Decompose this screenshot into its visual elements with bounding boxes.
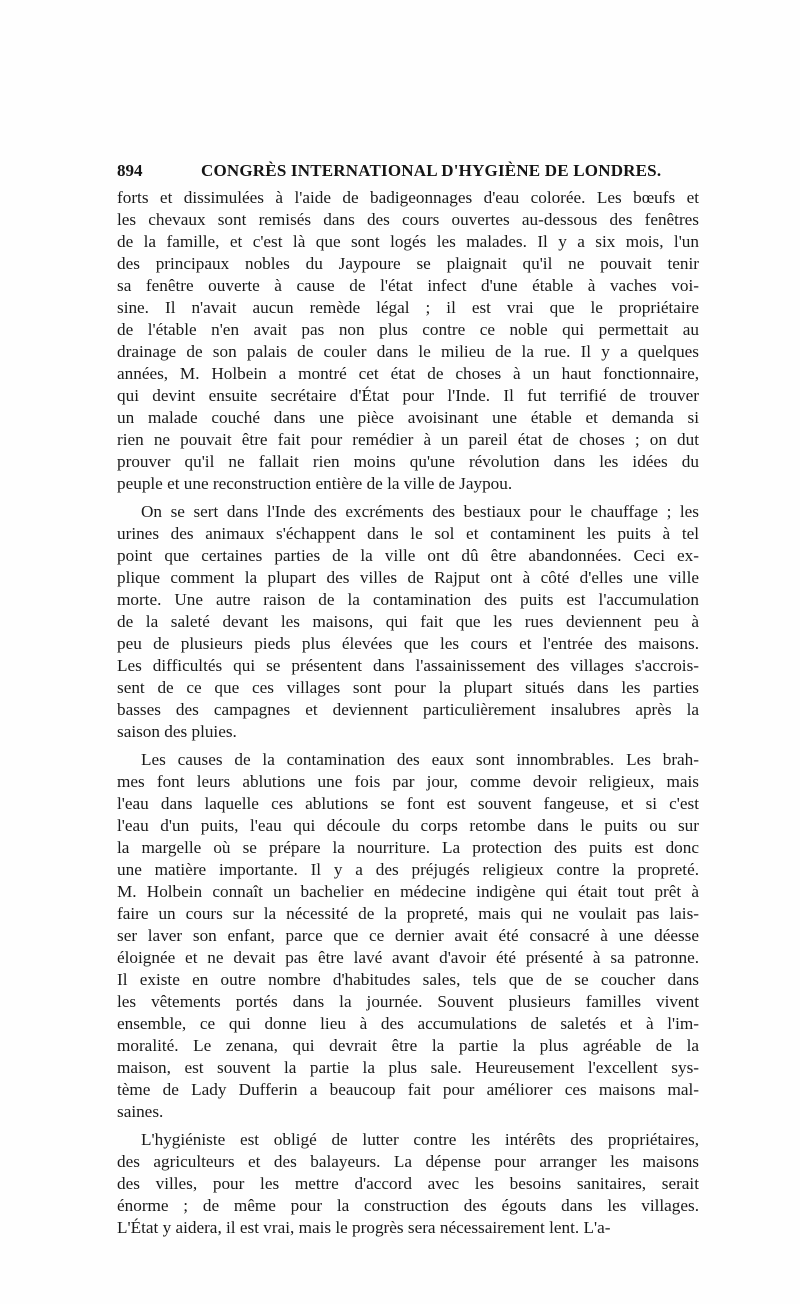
text-line: sine. Il n'avait aucun remède légal ; il est vrai que le propriétaire (117, 298, 699, 317)
text-line: maison, est souvent la partie la plus sale. Heureusement l'excellent sys- (117, 1058, 699, 1077)
text-line: l'eau d'un puits, l'eau qui découle du corps retombe dans le puits ou sur (117, 816, 699, 835)
text-line: Les difficultés qui se présentent dans l'assainissement des villages s'accrois- (117, 656, 699, 675)
text-line: faire un cours sur la nécessité de la propreté, mais qui ne voulait pas lais- (117, 904, 699, 923)
paragraph (117, 501, 699, 743)
text-line: morte. Une autre raison de la contamination des puits est l'accumulation (117, 590, 699, 609)
text-line: énorme ; de même pour la construction des égouts dans les villages. (117, 1196, 699, 1215)
text-line: ensemble, ce qui donne lieu à des accumulations de saletés et à l'im- (117, 1014, 699, 1033)
text-line: une matière importante. Il y a des préjugés religieux contre la propreté. (117, 860, 699, 879)
text-line: drainage de son palais de couler dans le milieu de la rue. Il y a quelques (117, 342, 699, 361)
text-line: qui devint ensuite secrétaire d'État pour l'Inde. Il fut terrifié de trouver (117, 386, 699, 405)
text-line: On se sert dans l'Inde des excréments des bestiaux pour le chauffage ; les (141, 502, 699, 521)
text-line: forts et dissimulées à l'aide de badigeonnages d'eau colorée. Les bœufs et (117, 188, 699, 207)
paragraph (117, 1129, 699, 1239)
text-line: sent de ce que ces villages sont pour la plupart situés dans les parties (117, 678, 699, 697)
text-line: rien ne pouvait être fait pour remédier à un pareil état de choses ; on dut (117, 430, 699, 449)
text-line: tème de Lady Dufferin a beaucoup fait pour améliorer ces maisons mal- (117, 1080, 699, 1099)
text-line: Les causes de la contamination des eaux sont innombrables. Les brah- (141, 750, 699, 769)
paragraph (117, 187, 699, 495)
text-line: L'hygiéniste est obligé de lutter contre les intérêts des propriétaires, (141, 1130, 699, 1149)
text-line: sa fenêtre ouverte à cause de l'état infect d'une étable à vaches voi- (117, 276, 699, 295)
text-line: moralité. Le zenana, qui devrait être la partie la plus agréable de la (117, 1036, 699, 1055)
running-header (117, 161, 699, 185)
text-line: Il existe en outre nombre d'habitudes sales, tels que de se coucher dans (117, 970, 699, 989)
text-line: prouver qu'il ne fallait rien moins qu'une révolution dans les idées du (117, 452, 699, 471)
text-line: l'eau dans laquelle ces ablutions se font est souvent fangeuse, et si c'est (117, 794, 699, 813)
text-line: la margelle où se prépare la nourriture. La protection des puits est donc (117, 838, 699, 857)
text-line: éloignée et ne devait pas être lavé avant d'avoir été présenté à sa patronne. (117, 948, 699, 967)
text-line: saines. (117, 1102, 164, 1121)
text-line: des agriculteurs et des balayeurs. La dépense pour arranger les maisons (117, 1152, 699, 1171)
text-line: plique comment la plupart des villes de Rajput ont à côté d'elles une ville (117, 568, 699, 587)
page-number: 894 (117, 161, 143, 180)
text-line: de la saleté devant les maisons, qui fait que les rues deviennent peu à (117, 612, 699, 631)
running-title: CONGRÈS INTERNATIONAL D'HYGIÈNE DE LONDRES. (201, 161, 662, 180)
text-line: des principaux nobles du Jaypoure se plaignait qu'il ne pouvait tenir (117, 254, 699, 273)
paragraph (117, 749, 699, 1123)
text-line: M. Holbein connaît un bachelier en médecine indigène qui était tout prêt à (117, 882, 699, 901)
text-line: saison des pluies. (117, 722, 237, 741)
text-line: L'État y aidera, il est vrai, mais le progrès sera nécessairement lent. L'a- (117, 1218, 611, 1237)
text-line: peu de plusieurs pieds plus élevées que les cours et l'entrée des maisons. (117, 634, 699, 653)
text-line: années, M. Holbein a montré cet état de choses à un haut fonctionnaire, (117, 364, 699, 383)
text-line: les vêtements portés dans la journée. Souvent plusieurs familles vivent (117, 992, 699, 1011)
text-line: de l'étable n'en avait pas non plus contre ce noble qui permettait au (117, 320, 699, 339)
text-line: les chevaux sont remisés dans des cours ouvertes au-dessous des fenêtres (117, 210, 699, 229)
text-line: peuple et une reconstruction entière de la ville de Jaypou. (117, 474, 513, 493)
text-line: urines des animaux s'échappent dans le sol et contaminent les puits à tel (117, 524, 699, 543)
page-body (117, 187, 699, 1245)
text-line: basses des campagnes et deviennent particulièrement insalubres après la (117, 700, 699, 719)
text-line: un malade couché dans une pièce avoisinant une étable et demanda si (117, 408, 699, 427)
text-line: des villes, pour les mettre d'accord avec les besoins sanitaires, serait (117, 1174, 699, 1193)
text-line: mes font leurs ablutions une fois par jour, comme devoir religieux, mais (117, 772, 699, 791)
text-line: de la famille, et c'est là que sont logés les malades. Il y a six mois, l'un (117, 232, 699, 251)
text-line: point que certaines parties de la ville ont dû être abandonnées. Ceci ex- (117, 546, 699, 565)
text-line: ser laver son enfant, parce que ce dernier avait été consacré à une déesse (117, 926, 699, 945)
